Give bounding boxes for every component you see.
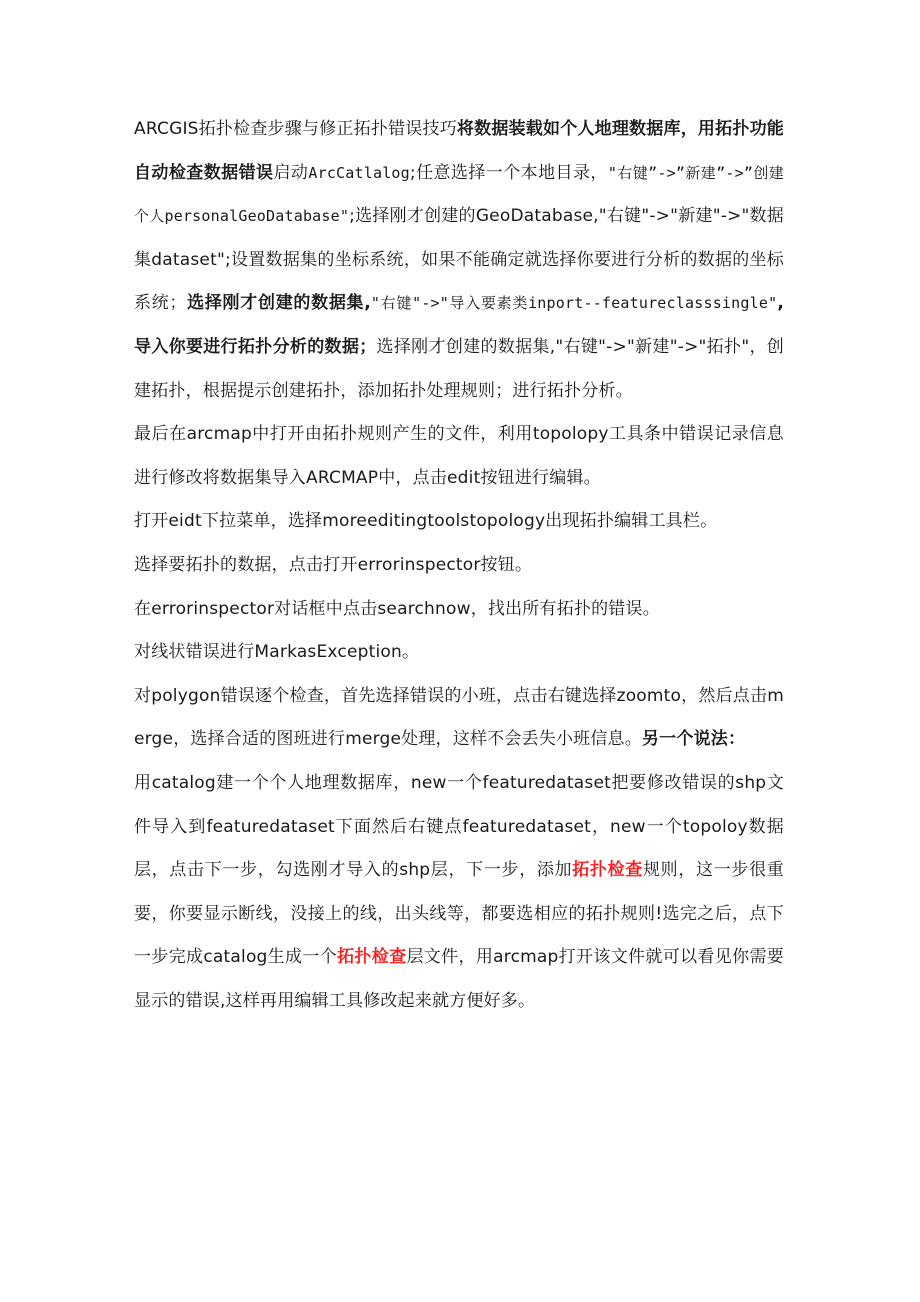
text-run: ,"右键"->"新建"->"数据集dataset";设置数据集的坐标系统，如果不能确定就选择你要进行分析的数据的坐标系统； [134,206,784,314]
highlighted-term: 拓扑检查 [572,860,643,881]
text-run-bold: 另一个说法： [641,729,746,750]
paragraph-8 [134,762,784,1024]
highlighted-term: 拓扑检查 [337,947,407,968]
paragraph-6: 对线状错误进行MarkasException。 [134,642,420,663]
document-body [134,108,784,1023]
text-run-mono: ArcCatlalog [308,163,410,182]
text-run: GeoDatabase [475,206,594,227]
text-run: ;任意选择一个本地目录， [409,162,608,183]
text-run: 用catalog建一个个人地理数据库，new一个featuredataset把要修改错误的shp文件导入到featuredataset下面然后右键点featuredataset，new一个topoloy数据层，点击下一步，勾选刚才导入的shp层，下一步，添加 [134,772,784,881]
text-run-bold: ,导入你要进行拓扑分析的数据； [134,293,784,357]
paragraph-1 [134,108,784,413]
text-run: 启动 [273,162,309,183]
text-run: ARCGIS [134,119,199,139]
paragraph-2: 最后在arcmap中打开由拓扑规则产生的文件，利用topolopy工具条中错误记录信息进行修改将数据集导入ARCMAP中，点击edit按钮进行编辑。 [134,424,784,488]
text-run-mono: "右键”->”新建”->”创建个人personalGeoDatabase" [134,163,784,226]
paragraph-7 [134,675,784,762]
text-run: 选择刚才创建的数据集,"右键"->"新建"->"拓扑"，创建拓扑，根据提示创建拓扑，添加拓扑处理规则；进行拓扑分析。 [134,336,784,401]
text-run: 对polygon错误逐个检查，首先选择错误的小班，点击右键选择zoomto，然后点击merge，选择合适的图班进行merge处理，这样不会丢失小班信息。 [134,685,784,750]
paragraph-4: 选择要拓扑的数据，点击打开errorinspector按钮。 [134,554,533,575]
text-run: 层文件，用arcmap打开该文件就可以看见你需要显示的错误,这样再用编辑工具修改起来就方便好多。 [134,947,784,1011]
text-run-mono: "右键"->"导入要素类inport--featureclasssingle" [370,294,778,313]
text-run: ;选择刚才创建的 [349,206,476,227]
text-run: 规则，这一步很重要，你要显示断线，没接上的线，出头线等，都要选相应的拓扑规则!选完之后，点下一步完成catalog生成一个 [134,860,784,968]
paragraph-5: 在errorinspector对话框中点击searchnow，找出所有拓扑的错误。 [134,598,660,619]
text-run-bold: 选择刚才创建的数据集, [186,293,371,314]
text-run: 拓扑检查步骤与修正拓扑错误技巧 [198,119,457,139]
paragraph-3: 打开eidt下拉菜单，选择moreeditingtoolstopology出现拓扑编辑工具栏。 [134,511,718,532]
text-run-bold: 将数据装载如个人地理数据库，用拓扑功能自动检查数据错误 [134,119,784,183]
